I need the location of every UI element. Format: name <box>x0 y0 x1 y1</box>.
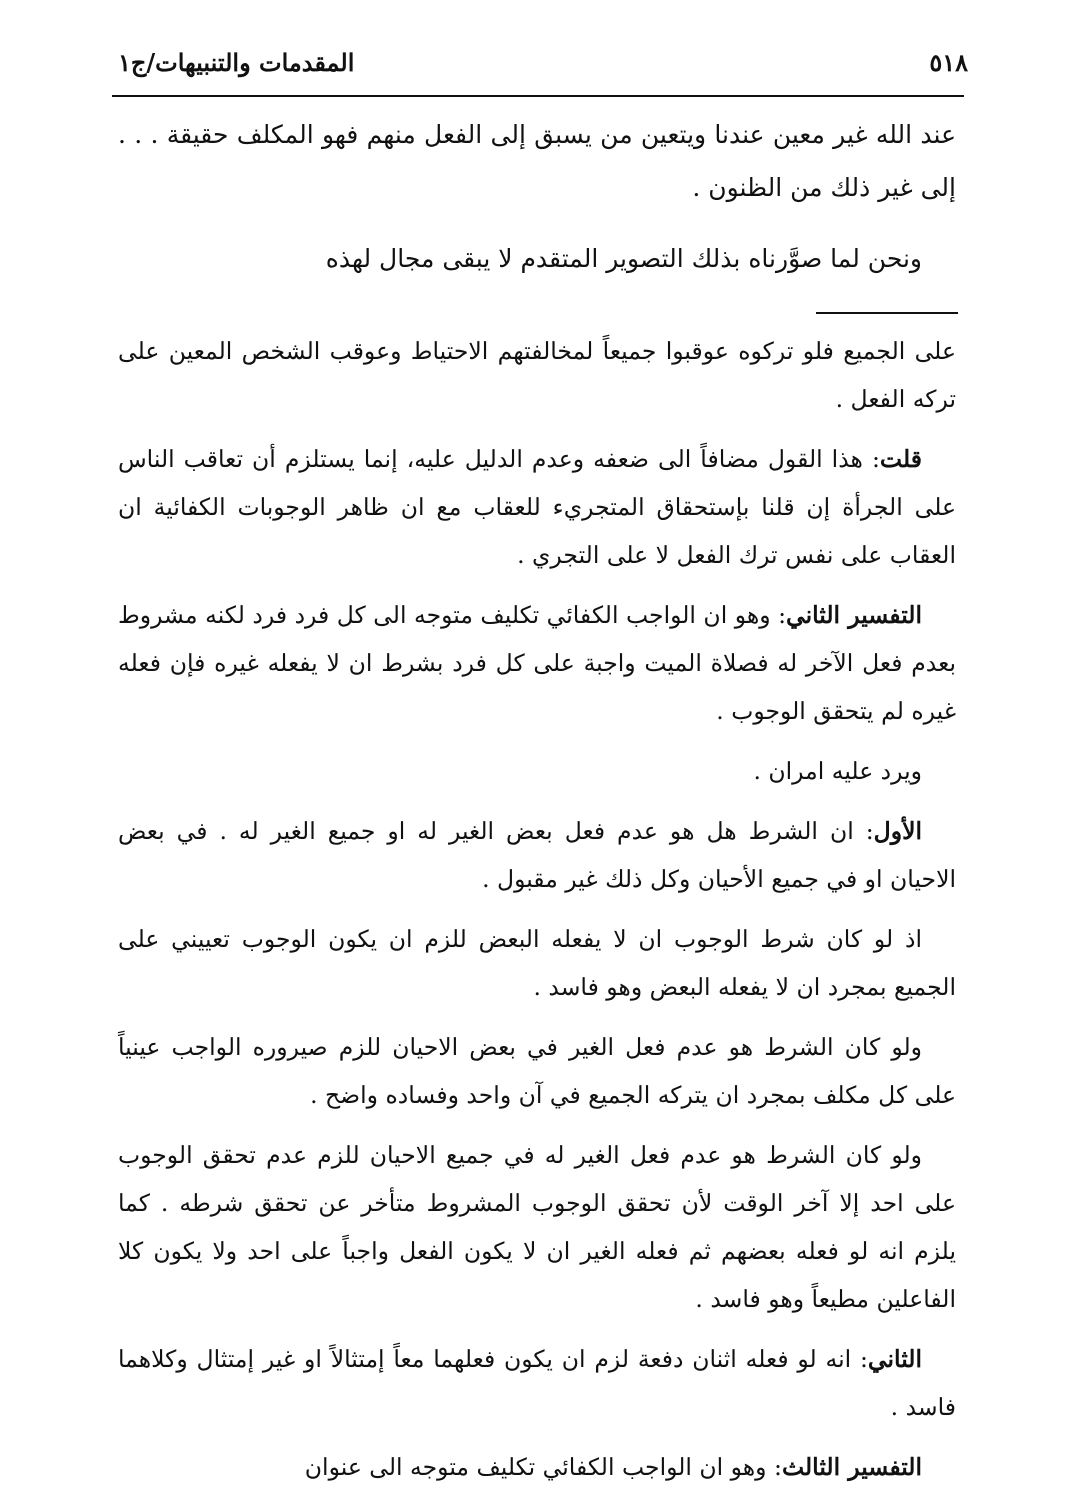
footnote-paragraph <box>118 591 956 735</box>
footnote-term: التفسير الثالث <box>781 1453 922 1481</box>
footnote-paragraph <box>118 915 956 1011</box>
main-paragraph: عند الله غير معين عندنا ويتعين من يسبق إلى الفعل منهم فهو المكلف حقيقة . . . إلى غير ذلك من الظنون . <box>118 120 956 202</box>
footnote-term: الثاني <box>867 1345 922 1373</box>
footnote-text: : وهو ان الواجب الكفائي تكليف متوجه الى كل فرد فرد لكنه مشروط بعدم فعل الآخر له فصلاة الميت واجبة على كل فرد بشرط ان لا يفعله غيره فإن فعله غيره لم يتحقق الوجوب . <box>118 601 956 725</box>
footnote-paragraph <box>118 807 956 903</box>
footnote-term: التفسير الثاني <box>786 601 922 629</box>
page-number: ٥١٨ <box>929 48 968 77</box>
header-rule <box>112 95 964 97</box>
footnote-paragraph <box>118 435 956 579</box>
footnote-text: اذ لو كان شرط الوجوب ان لا يفعله البعض للزم ان يكون الوجوب تعييني على الجميع بمجرد ان لا يفعله البعض وهو فاسد . <box>118 925 956 1001</box>
main-text <box>118 108 956 285</box>
footnote-paragraph <box>118 747 956 795</box>
footnote-term: الأول <box>873 817 922 845</box>
footnote-text: ويرد عليه امران . <box>753 757 922 785</box>
footnote-text: ولو كان الشرط هو عدم فعل الغير في بعض الاحيان للزم صيروره الواجب عينياً على كل مكلف بمجرد ان يتركه الجميع في آن واحد وفساده واضح . <box>118 1033 956 1109</box>
footnote-paragraph <box>118 327 956 423</box>
main-paragraph: ونحن لما صوَّرناه بذلك التصوير المتقدم لا يبقى مجال لهذه <box>325 244 922 273</box>
book-title: المقدمات والتنبيهات/ج١ <box>118 48 355 77</box>
footnote-text: : وهو ان الواجب الكفائي تكليف متوجه الى عنوان <box>304 1453 782 1481</box>
footnote-text: : هذا القول مضافاً الى ضعفه وعدم الدليل عليه، إنما يستلزم أن تعاقب الناس على الجرأة إن قلنا بإستحقاق المتجريء للعقاب مع ان ظاهر الوجوبات الكفائية ان العقاب على نفس ترك الفعل لا على التجري . <box>118 445 956 569</box>
running-head <box>118 42 968 86</box>
footnote-paragraph <box>118 1131 956 1323</box>
footnote-paragraph <box>118 1335 956 1431</box>
footnotes <box>118 327 956 1503</box>
footnote-term: قلت <box>879 445 922 473</box>
footnote-text: على الجميع فلو تركوه عوقبوا جميعاً لمخالفتهم الاحتياط وعوقب الشخص المعين على تركه الفعل . <box>118 337 956 413</box>
footnote-text: : ان الشرط هل هو عدم فعل بعض الغير له او جميع الغير له . في بعض الاحيان او في جميع الأحيان وكل ذلك غير مقبول . <box>118 817 956 893</box>
footnote-separator <box>816 312 958 314</box>
footnote-text: ولو كان الشرط هو عدم فعل الغير له في جميع الاحيان للزم عدم تحقق الوجوب على احد إلا آخر الوقت لأن تحقق الوجوب المشروط متأخر عن تحقق شرطه . كما يلزم انه لو فعله بعضهم ثم فعله الغير ان لا يكون الفعل واجباً على احد ولا يكون كلا الفاعلين مطيعاً وهو فاسد . <box>118 1141 956 1313</box>
footnote-paragraph <box>118 1443 956 1491</box>
footnote-text: : انه لو فعله اثنان دفعة لزم ان يكون فعلهما معاً إمتثالاً او غير إمتثال وكلاهما فاسد . <box>118 1345 956 1421</box>
footnote-paragraph <box>118 1023 956 1119</box>
